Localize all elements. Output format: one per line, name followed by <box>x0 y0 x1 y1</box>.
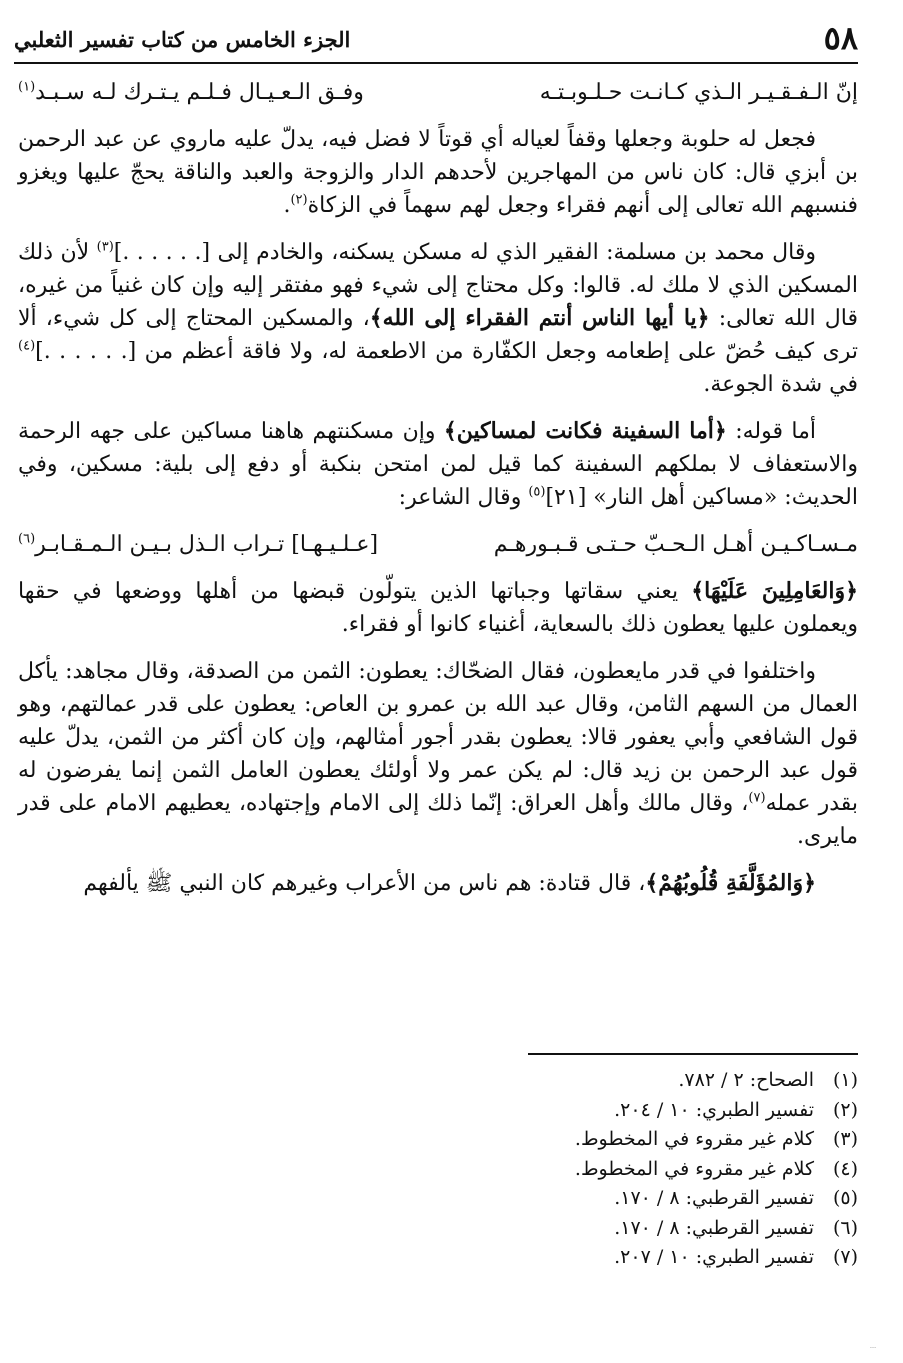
quran-quote: ﴿أما السفينة فكانت لمساكين﴾ <box>443 418 727 444</box>
paragraph-2: وقال محمد بن مسلمة: الفقير الذي له مسكن يسكنه، والخادم إلى [. . . . . .]$^{(٣)}$ لأن ذلك المسكين الذي لا ملك له. قالوا: وكل محتاج إلى شيء فهو مفتقر إليه وإن كان غنياً من غيره، قال الله تعالى: ﴿يا أيها الناس أنتم الفقراء إلى الله﴾، والمسكين المحتاج إلى كل شيء، ألا ترى كيف حُضّ على إطعامه وجعل الكفّارة من الاطعمة له، ولا فاقة أعظم من [. . . . . .]$^{(٤)}$ في شدة الجوعة. <box>18 239 858 397</box>
scan-corner-mark: ﹍ <box>868 1340 878 1351</box>
main-text <box>18 76 858 914</box>
footnote-7: (٧) تفسير الطبري: ١٠ / ٢٠٧. <box>614 1246 858 1268</box>
footnote-ref-6[interactable]: (٦) <box>18 531 36 547</box>
footnote-divider <box>528 1053 858 1055</box>
verse-1-first-hemistich: إنّ الـفـقـيـر الـذي كـانـت حـلـوبـتـه <box>539 80 858 105</box>
footnote-3: (٣) كلام غير مقروء في المخطوط. <box>574 1128 858 1150</box>
poetry-verse-2 <box>18 528 858 561</box>
quran-quote: ﴿وَالمُؤَلَّفَةِ قُلُوبُهُمْ﴾ <box>645 870 816 896</box>
verse-1-second-hemistich: وفـق الـعـيـال فـلـم يـتـرك لـه سـبـد$^{(١)}$ <box>18 79 364 105</box>
quran-quote: ﴿يا أيها الناس أنتم الفقراء إلى الله﴾ <box>369 305 710 331</box>
footnote-5: (٥) تفسير القرطبي: ٨ / ١٧٠. <box>614 1187 858 1209</box>
footnote-2: (٢) تفسير الطبري: ١٠ / ٢٠٤. <box>614 1098 858 1121</box>
poetry-verse-1 <box>18 76 858 109</box>
paragraph-6: ﴿وَالمُؤَلَّفَةِ قُلُوبُهُمْ﴾، قال قتادة: هم ناس من الأعراب وغيرهم كان النبي ﷺ يألفهم <box>83 870 816 896</box>
footnote-1: (١) الصحاح: ٢ / ٧٨٢. <box>678 1069 858 1091</box>
page-number: ٥٨ <box>823 19 858 57</box>
running-title: الجزء الخامس من كتاب تفسير الثعلبي <box>14 27 351 52</box>
verse-2-second-hemistich: [عـلـيـهـا] تـراب الـذل بـيـن الـمـقـابـر$^{(٦)}$ <box>18 531 379 557</box>
paragraph-4: ﴿وَالعَامِلِينَ عَلَيْهَا﴾ يعني سقاتها وجباتها الذين يتولّون قبضها من أهلها ووضعها في حقها ويعملون عليها يعطون ذلك بالسعاية، أغنياء كانوا أو فقراء. <box>18 578 859 637</box>
paragraph-5: واختلفوا في قدر مايعطون، فقال الضحّاك: يعطون: الثمن من الصدقة، وقال مجاهد: يأكل العمال من السهم الثامن، وقال عبد الله بن عمرو بن العاص: يعطون على قدر عمالتهم، وهو قول الشافعي وأبي يعفور قالا: يعطون بقدر أجور أمثالهم، وإن كان أكثر من الثمن، يدلّ عليه قول عبد الرحمن بن زيد قال: لم يكن عمر ولا أولئك يعطون العامل الثمن إنما يفرضون له بقدر عمله$^{(٧)}$، وقال مالك وأهل العراق: إنّما ذلك إلى الامام وإجتهاده، يعطيهم الامام على قدر مايرى. <box>18 659 859 849</box>
page-header <box>14 18 858 64</box>
footnote-6: (٦) تفسير القرطبي: ٨ / ١٧٠. <box>614 1216 858 1239</box>
footnote-ref-3[interactable]: (٣) <box>96 239 114 255</box>
paragraph-3: أما قوله: ﴿أما السفينة فكانت لمساكين﴾ وإن مسكنتهم هاهنا مساكين على جهه الرحمة والاستعفاف لا بملكهم السفينة كما قيل لمن امتحن بنكبة أو دفع إلى بلية: مسكين، وفي الحديث: «مساكين أهل النار» [٢١]$^{(٥)}$ وقال الشاعر: <box>18 418 858 510</box>
footnote-4: (٤) كلام غير مقروء في المخطوط. <box>574 1157 858 1180</box>
footnote-ref-2[interactable]: (٢) <box>290 192 308 208</box>
verse-2-first-hemistich: مـسـاكـيـن أهـل الـحـبّ حـتـى قـبـورهـم <box>493 532 858 557</box>
quran-quote: ﴿وَالعَامِلِينَ عَلَيْهَا﴾ <box>691 578 859 604</box>
footnote-ref-5[interactable]: (٥) <box>528 484 546 500</box>
footnote-ref-4[interactable]: (٤) <box>18 338 36 354</box>
footnotes <box>400 1066 858 1273</box>
footnote-ref-1[interactable]: (١) <box>18 79 36 95</box>
paragraph-1: فجعل له حلوبة وجعلها وقفاً لعياله أي قوتاً لا فضل فيه، يدلّ عليه ماروي عن عبد الرحمن بن أبزي قال: كان ناس من المهاجرين لأحدهم الدار والزوجة والعبد والناقة يحجّ عليها ويغزو فنسبهم الله تعالى إلى أنهم فقراء وجعل لهم سهماً في الزكاة$^{(٢)}$. <box>18 127 858 218</box>
footnote-ref-7[interactable]: (٧) <box>748 790 766 806</box>
